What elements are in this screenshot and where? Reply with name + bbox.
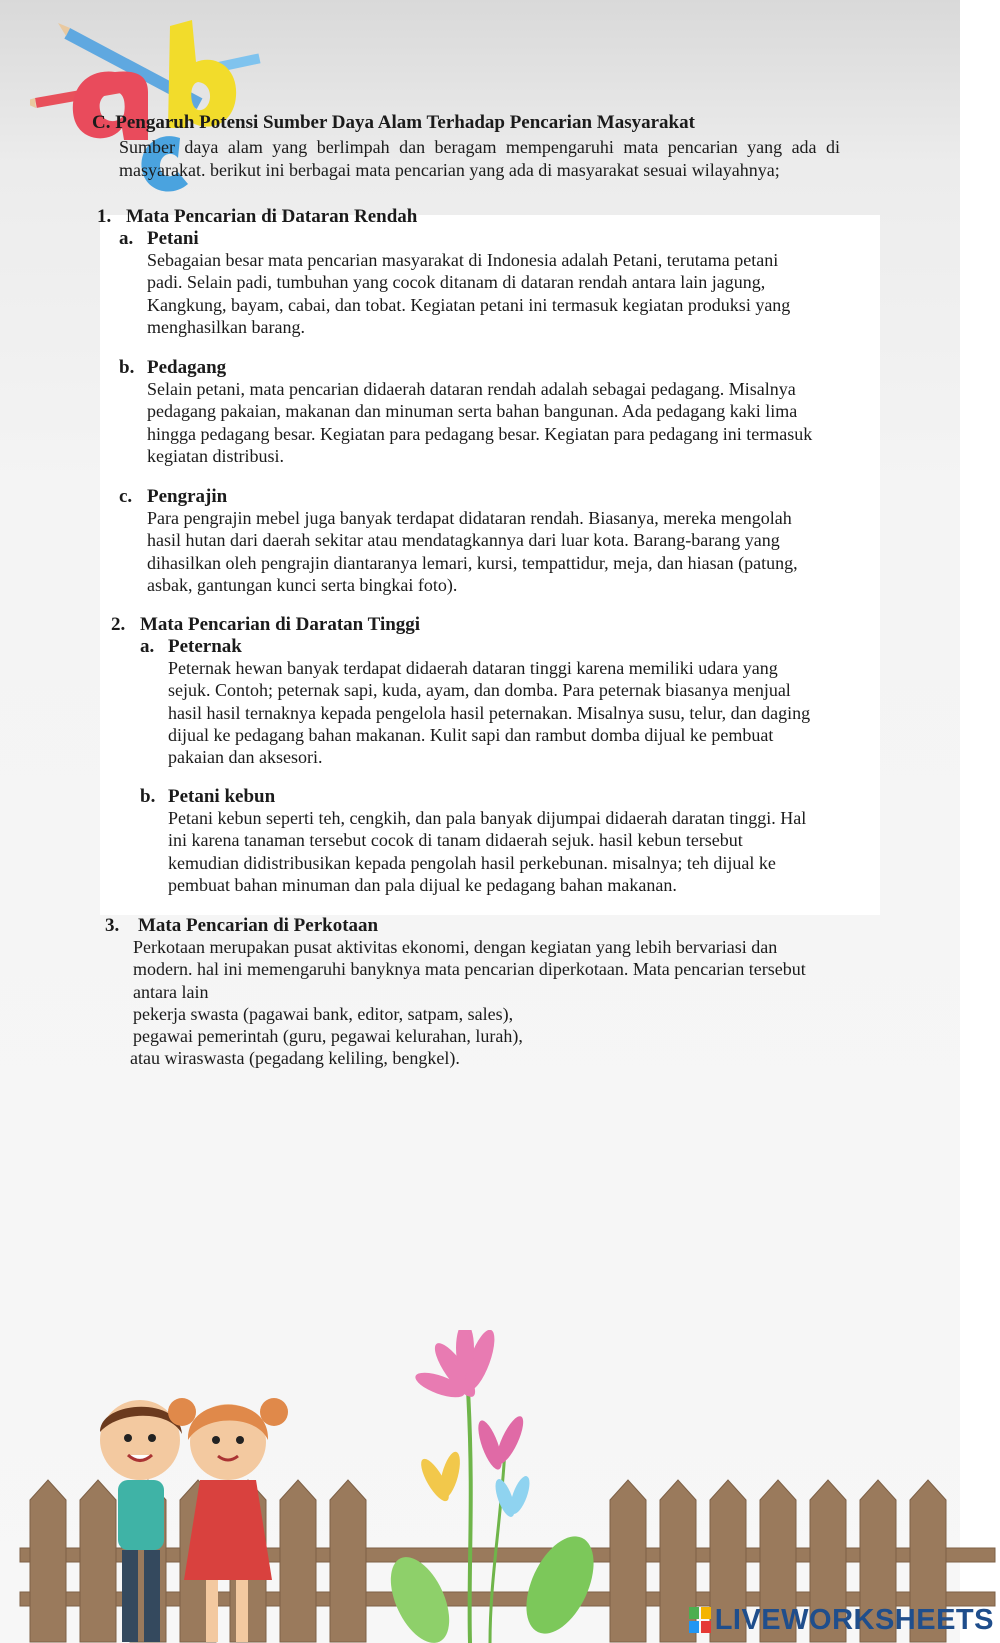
text-line: pedagang pakaian, makanan dan minuman serta bahan bangunan. Ada pedagang kaki lima xyxy=(147,401,798,422)
subsection-1c-heading xyxy=(119,486,227,508)
text-line: pembuat bahan minuman dan pala dijual ke pedagang bahan makanan. xyxy=(168,874,677,895)
section-3-text xyxy=(130,936,806,1070)
subsection-2a-text xyxy=(168,657,810,768)
text-line: kegiatan distribusi. xyxy=(147,445,284,466)
text-line: dihasilkan oleh pengrajin diantaranya lemari, kursi, tempattidur, meja, dan hiasan (patung, xyxy=(147,552,798,573)
text-line: atau wiraswasta (pegadang keliling, bengkel). xyxy=(130,1048,460,1069)
text-line: asbak, gantungan kunci serta bingkai foto). xyxy=(147,574,458,595)
subsection-1a-letter: a. xyxy=(119,228,134,249)
text-line: hasil hasil ternaknya kepada pengelola hasil peternakan. Misalnya susu, telur, dan daging xyxy=(168,702,811,723)
text-line: dijual ke pedagang bahan makanan. Kulit sapi dan rambut domba dijual ke pembuat xyxy=(168,724,774,745)
text-line: pegawai pemerintah (guru, pegawai kelurahan, lurah), xyxy=(133,1026,523,1047)
section-3-heading xyxy=(105,915,378,937)
text-line: Perkotaan merupakan pusat aktivitas ekonomi, dengan kegiatan yang lebih bervariasi dan xyxy=(133,937,778,957)
liveworksheets-brand[interactable] xyxy=(689,1603,994,1637)
text-line: Selain petani, mata pencarian didaerah dataran rendah adalah sebagai pedagang. Misalnya xyxy=(147,379,796,399)
text-line: Kangkung, bayam, cabai, dan tobat. Kegiatan petani ini termasuk kegiatan produksi yang xyxy=(147,294,791,315)
liveworksheets-logo-icon xyxy=(689,1607,711,1633)
section-1-title: Mata Pencarian di Dataran Rendah xyxy=(126,206,418,227)
subsection-2a-heading xyxy=(140,636,242,658)
subsection-2b-text xyxy=(168,807,806,896)
subsection-1b-text xyxy=(147,378,812,467)
footer-illustration xyxy=(0,1330,1000,1643)
subsection-2a-title: Peternak xyxy=(168,636,242,657)
subsection-1a-heading xyxy=(119,228,199,250)
flowers-icon xyxy=(379,1330,608,1643)
text-line: kemudian didistribusikan kepada pengolah hasil perkebunan. misalnya; teh dijual ke xyxy=(168,852,776,873)
subsection-2b-heading xyxy=(140,786,275,808)
intro-line-1: Sumber daya alam yang berlimpah dan beragam mempengaruhi mata pencarian yang ada di xyxy=(119,137,840,157)
intro-line-2: masyarakat. berikut ini berbagai mata pencarian yang ada di masyarakat sesuai wilayahnya; xyxy=(119,160,780,180)
section-2-heading xyxy=(111,614,420,636)
text-line: Para pengrajin mebel juga banyak terdapat didataran rendah. Biasanya, mereka mengolah xyxy=(147,508,792,528)
brand-text: LIVEWORKSHEETS xyxy=(714,1603,994,1636)
subsection-1a-title: Petani xyxy=(147,228,199,249)
subsection-1c-title: Pengrajin xyxy=(147,486,228,507)
subsection-1c-text xyxy=(147,507,798,596)
subsection-2a-letter: a. xyxy=(140,636,155,657)
text-line: pakaian dan aksesori. xyxy=(168,747,323,768)
section-3-number: 3. xyxy=(105,915,120,936)
text-line: antara lain xyxy=(133,981,209,1002)
text-line: Peternak hewan banyak terdapat didaerah dataran tinggi karena memiliki udara yang xyxy=(168,658,778,678)
text-line: padi. Selain padi, tumbuhan yang cocok ditanam di dataran rendah antara lain jagung, xyxy=(147,272,766,293)
section-title: C. Pengaruh Potensi Sumber Daya Alam Terhadap Pencarian Masyarakat xyxy=(92,112,695,133)
section-1-number: 1. xyxy=(97,206,112,227)
subsection-1b-letter: b. xyxy=(119,357,135,378)
subsection-1b-heading xyxy=(119,357,226,379)
subsection-1b-title: Pedagang xyxy=(147,357,227,378)
subsection-1c-letter: c. xyxy=(119,486,133,507)
text-line: hasil hutan dari daerah sekitar atau mendatagkannya dari luar kota. Barang-barang yang xyxy=(147,530,780,551)
section-1-heading xyxy=(97,206,417,228)
section-3-title: Mata Pencarian di Perkotaan xyxy=(138,915,379,936)
text-line: sejuk. Contoh; peternak sapi, kuda, ayam, dan domba. Para peternak biasanya menjual xyxy=(168,680,791,701)
text-line: ini karena tanaman tersebut cocok di tanam didaerah sejuk. hasil kebun tersebut xyxy=(168,830,743,851)
text-line: menghasilkan barang. xyxy=(147,316,305,337)
section-2-number: 2. xyxy=(111,614,126,635)
subsection-2b-title: Petani kebun xyxy=(168,786,276,807)
text-line: Petani kebun seperti teh, cengkih, dan pala banyak dijumpai didaerah daratan tinggi. Hal xyxy=(168,808,807,828)
subsection-1a-text xyxy=(147,249,790,338)
text-line: pekerja swasta (pagawai bank, editor, satpam, sales), xyxy=(133,1003,514,1024)
subsection-2b-letter: b. xyxy=(140,786,156,807)
section-2-title: Mata Pencarian di Daratan Tinggi xyxy=(140,614,421,635)
text-line: Sebagaian besar mata pencarian masyarakat di Indonesia adalah Petani, terutama petani xyxy=(147,250,779,270)
text-line: hingga pedagang besar. Kegiatan para pedagang besar. Kegiatan para pedagang ini termasuk xyxy=(147,423,813,444)
text-line: modern. hal ini memengaruhi banyknya mata pencarian diperkotaan. Mata pencarian tersebut xyxy=(133,959,806,980)
